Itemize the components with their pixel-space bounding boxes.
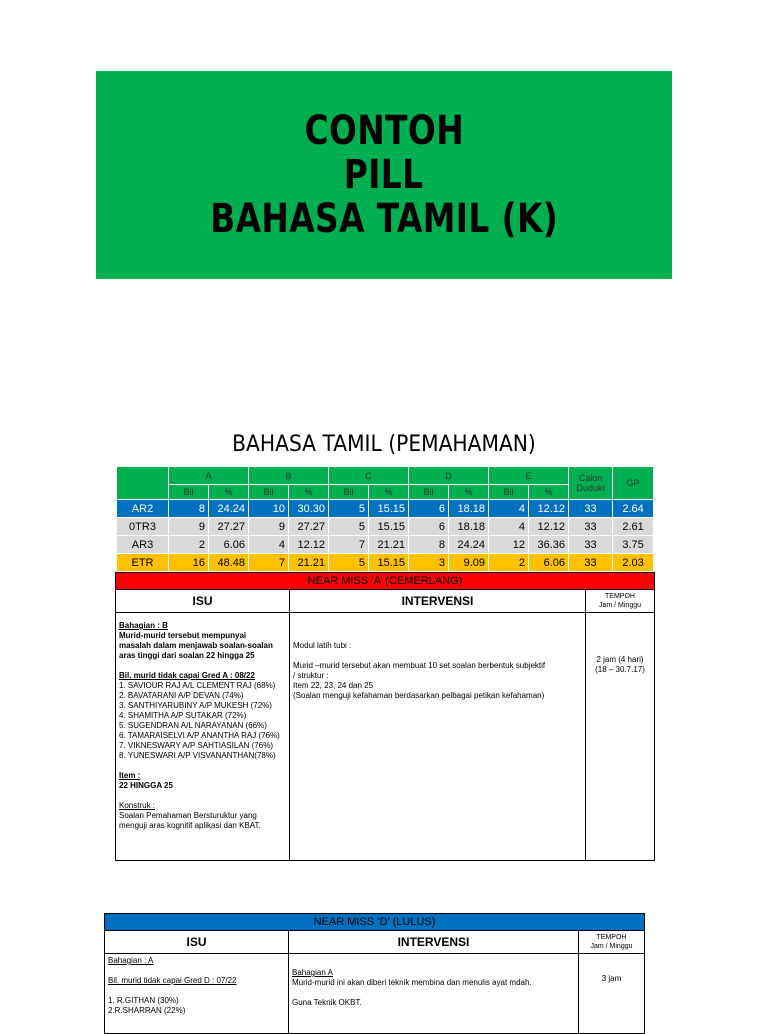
near-miss-a-title: NEAR MISS ‘A’ (CEMERLANG) <box>116 573 655 590</box>
cell-c-pct: 15.15 <box>369 500 409 518</box>
isu-line: Item : <box>119 771 141 780</box>
student-item: 1. SAVIOUR RAJ A/L CLEMENT RAJ (68%) <box>119 681 276 690</box>
sub-pct: % <box>529 485 569 500</box>
isu-line: Bil. murid tidak capai Gred A : 08/22 <box>119 671 255 680</box>
cell-gp: 3.75 <box>613 536 654 554</box>
intervensi-line <box>293 651 582 661</box>
student-item: 6. TAMARAISELVI A/P ANANTHA RAJ (76%) <box>119 731 280 740</box>
intervensi-line: Item 22, 23, 24 dan 25 <box>293 681 374 690</box>
cell-b-bil: 9 <box>249 518 289 536</box>
cell-e-bil: 12 <box>489 536 529 554</box>
cell-e-bil: 4 <box>489 518 529 536</box>
cell-a-bil: 8 <box>169 500 209 518</box>
table-row-otr3 <box>117 518 654 536</box>
near-miss-a-table <box>115 572 655 861</box>
intervensi-line: Modul latih tubi : <box>293 641 352 650</box>
cell-a-bil: 9 <box>169 518 209 536</box>
tempoh-unit: Jam / Minggu <box>590 943 633 950</box>
cell-gp: 2.64 <box>613 500 654 518</box>
sub-pct: % <box>449 485 489 500</box>
cell-b-pct: 12.12 <box>289 536 329 554</box>
cell-a-bil: 16 <box>169 554 209 572</box>
banner-line-2: PILL <box>344 152 424 198</box>
intervensi-line: Guna Teknik OKBT. <box>292 998 362 1007</box>
grade-header-e: E <box>489 467 569 485</box>
isu-line <box>119 791 286 801</box>
grade-header-b: B <box>249 467 329 485</box>
isu-line: masalah dalam menjawab soalan-soalan <box>119 641 273 650</box>
intervensi-line: Murid-murid ini akan diberi teknik membina dan menulis ayat mdah. <box>292 978 532 987</box>
tempoh-line: (18 – 30.7.17) <box>595 665 645 674</box>
isu-line <box>108 966 285 976</box>
isu-line: 22 HINGGA 25 <box>119 781 173 790</box>
banner-line-1: CONTOH <box>304 108 464 154</box>
cell-e-pct: 12.12 <box>529 500 569 518</box>
cell-e-bil: 2 <box>489 554 529 572</box>
isu-cell <box>105 954 289 1034</box>
col-isu: ISU <box>116 590 290 613</box>
cell-c-pct: 21.21 <box>369 536 409 554</box>
cell-calon: 33 <box>569 536 613 554</box>
row-label: 0TR3 <box>117 518 169 536</box>
isu-line: aras tinggi dari soalan 22 hingga 25 <box>119 651 255 660</box>
cell-c-pct: 15.15 <box>369 518 409 536</box>
cell-b-pct: 21.21 <box>289 554 329 572</box>
isu-line: Bil. murid tidak capai Gred D : 07/22 <box>108 976 237 985</box>
isu-line: Soalan Pemahaman Bersturuktur yang <box>119 811 257 820</box>
sub-bil: Bil <box>489 485 529 500</box>
tempoh-label: TEMPOH <box>596 934 627 941</box>
sub-bil: Bil <box>329 485 369 500</box>
sub-pct: % <box>289 485 329 500</box>
calon-line-2: Duduki <box>576 483 605 493</box>
grade-header-d: D <box>409 467 489 485</box>
tempoh-cell <box>586 613 655 861</box>
cell-calon: 33 <box>569 518 613 536</box>
isu-line <box>108 986 285 996</box>
student-item: 5. SUGENDRAN A/L NARAYANAN (66%) <box>119 721 267 730</box>
student-item: 3. SANTHIYARUBINY A/P MUKESH (72%) <box>119 701 272 710</box>
cell-d-pct: 9.09 <box>449 554 489 572</box>
isu-cell <box>116 613 290 861</box>
cell-d-pct: 18.18 <box>449 518 489 536</box>
intervensi-line <box>292 988 575 998</box>
student-item: 4. SHAMITHA A/P SUTAKAR (72%) <box>119 711 247 720</box>
sub-bil: Bil <box>169 485 209 500</box>
cell-gp: 2.03 <box>613 554 654 572</box>
isu-line: menguji aras kognitif aplikasi dan KBAT. <box>119 821 261 830</box>
cell-b-pct: 30.30 <box>289 500 329 518</box>
cell-calon: 33 <box>569 500 613 518</box>
tempoh-line: 2 jam (4 hari) <box>596 655 644 664</box>
sub-pct: % <box>209 485 249 500</box>
intervensi-line: Murid –murid tersebut akan membuat 10 set soalan berbentuk subjektif <box>293 661 546 670</box>
isu-line: Bahagian : B <box>119 621 168 630</box>
near-miss-d-title: NEAR MISS ‘D’ (LULUS) <box>105 914 645 931</box>
isu-line: Murid-murid tersebut mempunyai <box>119 631 247 640</box>
cell-c-bil: 7 <box>329 536 369 554</box>
student-item: 2. BAVATARANI A/P DEVAN (74%) <box>119 691 244 700</box>
grade-header-c: C <box>329 467 409 485</box>
cell-a-pct: 48.48 <box>209 554 249 572</box>
tempoh-unit: Jam / Minggu <box>598 602 642 609</box>
student-item: 8. YUNESWARI A/P VISVANANTHAN(78%) <box>119 751 276 760</box>
isu-line <box>119 761 286 771</box>
cell-b-bil: 4 <box>249 536 289 554</box>
intervensi-cell <box>290 613 586 861</box>
grade-analysis-table <box>116 466 654 572</box>
row-label: ETR <box>117 554 169 572</box>
cell-b-pct: 27.27 <box>289 518 329 536</box>
sub-pct: % <box>369 485 409 500</box>
cell-d-bil: 3 <box>409 554 449 572</box>
cell-d-pct: 24.24 <box>449 536 489 554</box>
student-item: 2.R.SHARRAN (22%) <box>108 1006 186 1015</box>
col-intervensi: INTERVENSI <box>290 590 586 613</box>
banner-line-3: BAHASA TAMIL (K) <box>210 196 558 242</box>
cell-d-bil: 6 <box>409 500 449 518</box>
cell-d-bil: 8 <box>409 536 449 554</box>
student-item: 7. VIKNESWARY A/P SAHTIASILAN (76%) <box>119 741 273 750</box>
grade-header-a: A <box>169 467 249 485</box>
col-intervensi: INTERVENSI <box>289 931 579 954</box>
student-item: 1. R.GITHAN (30%) <box>108 996 179 1005</box>
tempoh-label: TEMPOH <box>605 593 635 600</box>
cell-a-bil: 2 <box>169 536 209 554</box>
grade-header-blank <box>117 467 169 500</box>
cell-c-bil: 5 <box>329 500 369 518</box>
row-label: AR3 <box>117 536 169 554</box>
cell-d-bil: 6 <box>409 518 449 536</box>
near-miss-d-table <box>104 913 645 1034</box>
col-isu: ISU <box>105 931 289 954</box>
cell-e-bil: 4 <box>489 500 529 518</box>
table-row-ar3 <box>117 536 654 554</box>
tempoh-line: 3 jam <box>601 974 622 983</box>
col-tempoh <box>579 931 645 954</box>
cell-gp: 2.61 <box>613 518 654 536</box>
isu-line: Konstruk : <box>119 801 156 810</box>
cell-a-pct: 27.27 <box>209 518 249 536</box>
cell-calon: 33 <box>569 554 613 572</box>
grade-header-calon <box>569 467 613 500</box>
grade-header-gp: GP <box>613 467 654 500</box>
sub-bil: Bil <box>409 485 449 500</box>
cell-e-pct: 36.36 <box>529 536 569 554</box>
sub-bil: Bil <box>249 485 289 500</box>
cell-c-bil: 5 <box>329 554 369 572</box>
calon-line-1: Calon <box>578 473 603 483</box>
cell-b-bil: 10 <box>249 500 289 518</box>
intervensi-line: / struktur : <box>293 671 329 680</box>
intervensi-line: (Soalan menguji kefahaman berdasarkan pelbagai petikan kefahaman) <box>293 691 545 700</box>
row-label: AR2 <box>117 500 169 518</box>
intervensi-cell <box>289 954 579 1034</box>
table-row-ar2 <box>117 500 654 518</box>
cell-d-pct: 18.18 <box>449 500 489 518</box>
intervensi-line: Bahagian A <box>292 968 333 977</box>
col-tempoh <box>586 590 655 613</box>
cell-a-pct: 24.24 <box>209 500 249 518</box>
section-title: BAHASA TAMIL (PEMAHAMAN) <box>232 432 536 457</box>
cell-b-bil: 7 <box>249 554 289 572</box>
isu-line: Bahagian : A <box>108 956 154 965</box>
cell-a-pct: 6.06 <box>209 536 249 554</box>
cell-c-pct: 15.15 <box>369 554 409 572</box>
cell-c-bil: 5 <box>329 518 369 536</box>
title-banner <box>96 71 672 279</box>
cell-e-pct: 6.06 <box>529 554 569 572</box>
tempoh-cell <box>579 954 645 1034</box>
isu-line <box>119 661 286 671</box>
table-row-etr <box>117 554 654 572</box>
cell-e-pct: 12.12 <box>529 518 569 536</box>
